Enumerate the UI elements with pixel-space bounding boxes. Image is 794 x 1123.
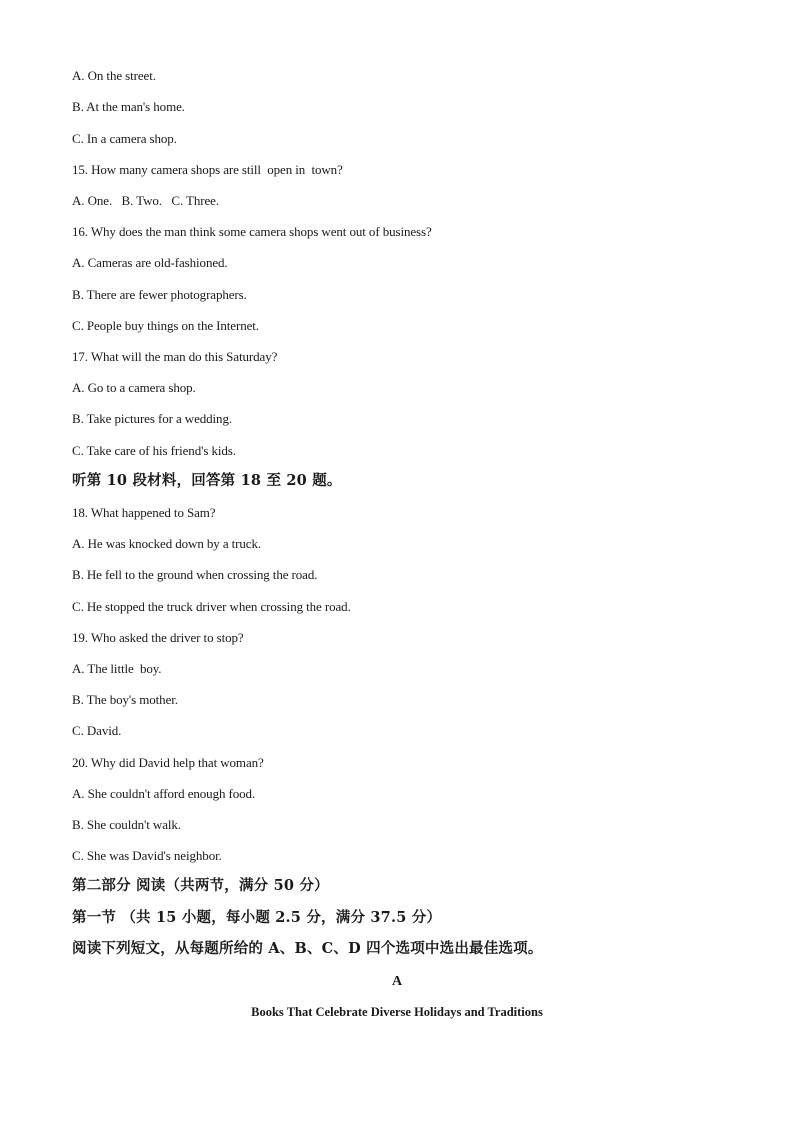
section-instruction: 听第 10 段材料，回答第 18 至 20 题。 [72,472,342,489]
option-text: C. People buy things on the Internet. [72,318,259,333]
section-heading: 第一节 （共 15 小题，每小题 2.5 分，满分 37.5 分） [72,909,442,926]
option-text: C. She was David's neighbor. [72,848,222,863]
passage-letter: A [391,974,403,989]
option-text: C. David. [72,723,122,738]
option-text: B. At the man's home. [72,99,185,114]
option-text: A. The little boy. [72,661,162,676]
option-text: B. Take pictures for a wedding. [72,411,233,426]
question-text: 18. What happened to Sam? [72,505,216,520]
option-text: C. In a camera shop. [72,131,177,146]
option-text: C. He stopped the truck driver when crossing the road. [72,599,351,614]
option-text: B. There are fewer photographers. [72,287,247,302]
option-text: B. The boy's mother. [72,692,178,707]
question-text: 17. What will the man do this Saturday? [72,349,278,364]
option-text: A. On the street. [72,68,156,83]
option-text: B. She couldn't walk. [72,817,181,832]
reading-instruction: 阅读下列短文，从每题所给的 A、B、C、D 四个选项中选出最佳选项。 [72,940,543,957]
part-heading: 第二部分 阅读（共两节，满分 50 分） [72,877,329,894]
question-text: 20. Why did David help that woman? [72,755,264,770]
question-text: 19. Who asked the driver to stop? [72,630,244,645]
option-text: B. He fell to the ground when crossing the road. [72,567,318,582]
option-text: A. Go to a camera shop. [72,380,196,395]
option-text: A. Cameras are old-fashioned. [72,255,228,270]
question-text: 15. How many camera shops are still open in town? [72,162,343,177]
question-text: 16. Why does the man think some camera shops went out of business? [72,224,432,239]
option-text: A. She couldn't afford enough food. [72,786,256,801]
options-inline: A. One. B. Two. C. Three. [72,193,220,208]
option-text: C. Take care of his friend's kids. [72,443,236,458]
passage-title: Books That Celebrate Diverse Holidays and Traditions [251,1005,543,1019]
option-text: A. He was knocked down by a truck. [72,536,262,551]
